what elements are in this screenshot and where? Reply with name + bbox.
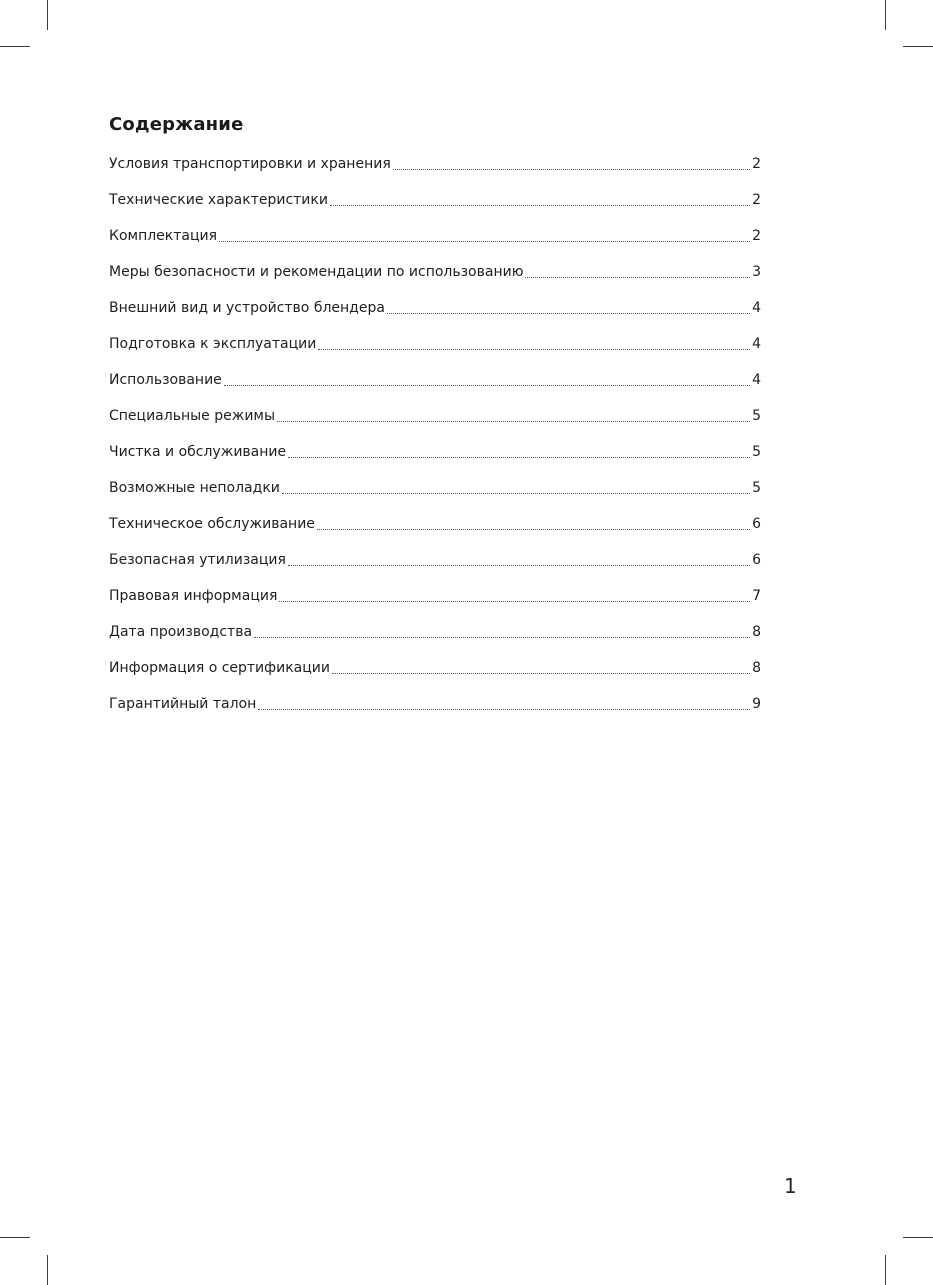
toc-dot-leader (277, 406, 750, 422)
toc-entry[interactable] (109, 694, 761, 730)
toc-entry[interactable] (109, 262, 761, 298)
toc-entry-label: Технические характеристики (109, 192, 328, 208)
toc-entry[interactable] (109, 334, 761, 370)
toc-dot-leader (224, 370, 750, 386)
toc-entry-label: Меры безопасности и рекомендации по использованию (109, 264, 524, 280)
crop-mark-top-right-vertical (885, 0, 886, 30)
toc-entry-page: 2 (752, 228, 761, 244)
toc-entry-page: 6 (752, 516, 761, 532)
crop-mark-top-left-horizontal (0, 46, 30, 47)
crop-mark-bottom-right-horizontal (903, 1237, 933, 1238)
page-number: 1 (784, 1174, 797, 1198)
toc-dot-leader (525, 262, 750, 278)
toc-entry-page: 8 (752, 660, 761, 676)
toc-dot-leader (387, 298, 750, 314)
toc-entry[interactable] (109, 226, 761, 262)
toc-dot-leader (288, 550, 750, 566)
toc-entry[interactable] (109, 190, 761, 226)
toc-entry-label: Безопасная утилизация (109, 552, 286, 568)
crop-mark-bottom-right-vertical (885, 1255, 886, 1285)
toc-dot-leader (317, 514, 750, 530)
crop-mark-top-left-vertical (47, 0, 48, 30)
toc-entry-label: Правовая информация (109, 588, 278, 604)
toc-entry-label: Дата производства (109, 624, 253, 640)
toc-entry-label: Чистка и обслуживание (109, 444, 287, 460)
toc-entry-page: 3 (752, 264, 761, 280)
toc-entry-page: 7 (752, 588, 761, 604)
toc-entry-page: 5 (752, 480, 761, 496)
toc-dot-leader (282, 478, 750, 494)
toc-entry-page: 4 (752, 300, 761, 316)
toc-dot-leader (279, 586, 750, 602)
toc-entry[interactable] (109, 514, 761, 550)
toc-entry-label: Внешний вид и устройство блендера (109, 300, 385, 316)
toc-entry-label: Подготовка к эксплуатации (109, 336, 317, 352)
toc-entry[interactable] (109, 478, 761, 514)
toc-entry-page: 4 (752, 372, 761, 388)
toc-entry-label: Специальные режимы (109, 408, 276, 424)
toc-entry-label: Комплектация (109, 228, 218, 244)
crop-mark-top-right-horizontal (903, 46, 933, 47)
toc-entry[interactable] (109, 406, 761, 442)
toc-entry-label: Информация о сертификации (109, 660, 330, 676)
toc-entry[interactable] (109, 370, 761, 406)
toc-entry[interactable] (109, 550, 761, 586)
toc-dot-leader (332, 658, 750, 674)
toc-entry[interactable] (109, 298, 761, 334)
toc-dot-leader (258, 694, 750, 710)
toc-dot-leader (330, 190, 750, 206)
table-of-contents (109, 154, 761, 730)
toc-entry-page: 6 (752, 552, 761, 568)
toc-entry-label: Возможные неполадки (109, 480, 280, 496)
toc-dot-leader (318, 334, 750, 350)
toc-entry-page: 4 (752, 336, 761, 352)
toc-entry-page: 2 (752, 156, 761, 172)
toc-entry-label: Гарантийный талон (109, 696, 257, 712)
toc-dot-leader (219, 226, 750, 242)
crop-mark-bottom-left-vertical (47, 1255, 48, 1285)
toc-entry[interactable] (109, 442, 761, 478)
toc-entry-label: Использование (109, 372, 222, 388)
toc-entry[interactable] (109, 586, 761, 622)
toc-entry-label: Техническое обслуживание (109, 516, 315, 532)
toc-entry-page: 2 (752, 192, 761, 208)
page-title: Содержание (109, 114, 244, 135)
toc-dot-leader (393, 154, 750, 170)
toc-dot-leader (288, 442, 750, 458)
toc-entry[interactable] (109, 622, 761, 658)
toc-entry-page: 9 (752, 696, 761, 712)
toc-entry-label: Условия транспортировки и хранения (109, 156, 391, 172)
toc-entry-page: 5 (752, 444, 761, 460)
crop-mark-bottom-left-horizontal (0, 1237, 30, 1238)
toc-entry[interactable] (109, 154, 761, 190)
toc-entry[interactable] (109, 658, 761, 694)
toc-dot-leader (254, 622, 750, 638)
toc-entry-page: 8 (752, 624, 761, 640)
toc-entry-page: 5 (752, 408, 761, 424)
